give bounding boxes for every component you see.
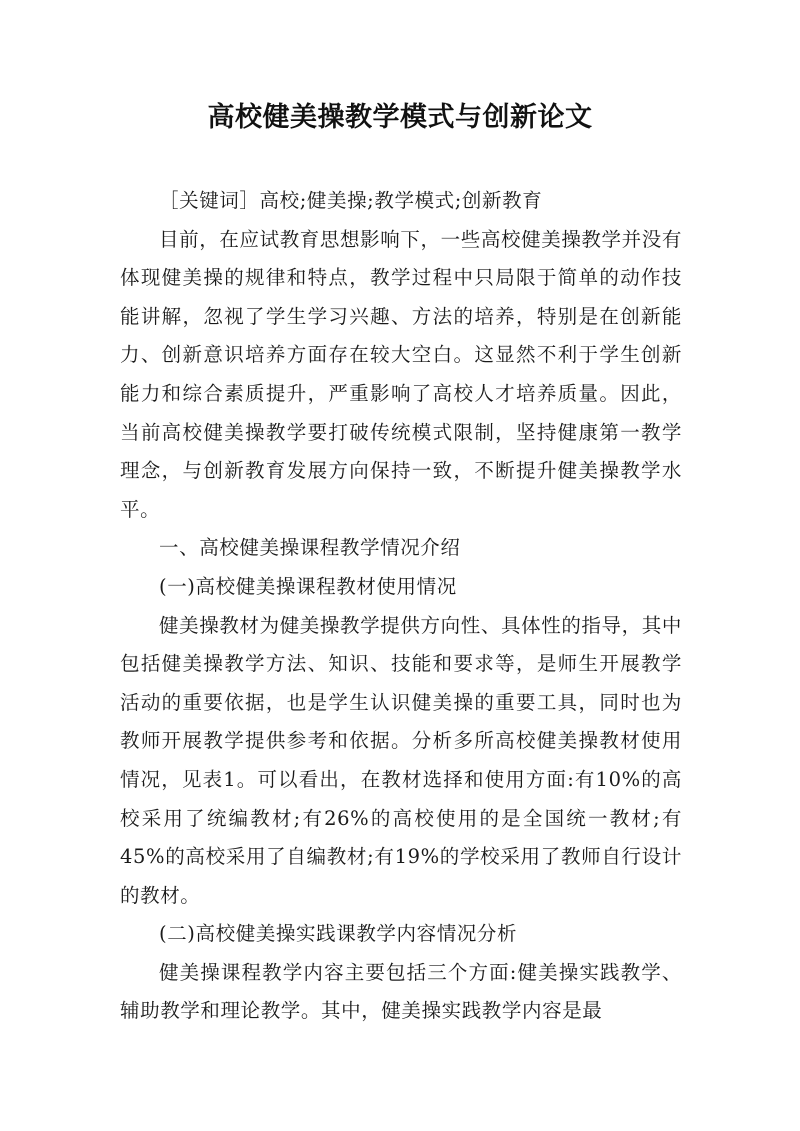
section-heading: 一、高校健美操课程教学情况介绍 [159, 536, 461, 560]
document-body [120, 182, 682, 1031]
subsection-heading: (一)高校健美操课程教材使用情况 [159, 574, 457, 598]
body-paragraph: 健美操教材为健美操教学提供方向性、具体性的指导，其中包括健美操教学方法、知识、技能和要求等，是师生开展教学活动的重要依据，也是学生认识健美操的重要工具，同时也为教师开展教学提供参考和依据。分析多所高校健美操教材使用情况，见表1。可以看出，在教材选择和使用方面:有10%的高校采用了统编教材;有26%的高校使用的是全国统一教材;有45%的高校采用了自编教材;有19%的学校采用了教师自行设计的教材。 [120, 613, 682, 907]
subsection-heading: (二)高校健美操实践课教学内容情况分析 [159, 922, 518, 946]
document-title: 高校健美操教学模式与创新论文 [207, 102, 593, 133]
body-paragraph: 目前，在应试教育思想影响下，一些高校健美操教学并没有体现健美操的规律和特点，教学过程中只局限于简单的动作技能讲解，忽视了学生学习兴趣、方法的培养，特别是在创新能力、创新意识培养方面存在较大空白。这显然不利于学生创新能力和综合素质提升，严重影响了高校人才培养质量。因此，当前高校健美操教学要打破传统模式限制，坚持健康第一教学理念，与创新教育发展方向保持一致，不断提升健美操教学水平。 [120, 227, 682, 521]
body-paragraph: 健美操课程教学内容主要包括三个方面:健美操实践教学、辅助教学和理论教学。其中，健美操实践教学内容是最 [120, 960, 682, 1023]
keywords-paragraph: ［关键词］高校;健美操;教学模式;创新教育 [159, 189, 543, 212]
